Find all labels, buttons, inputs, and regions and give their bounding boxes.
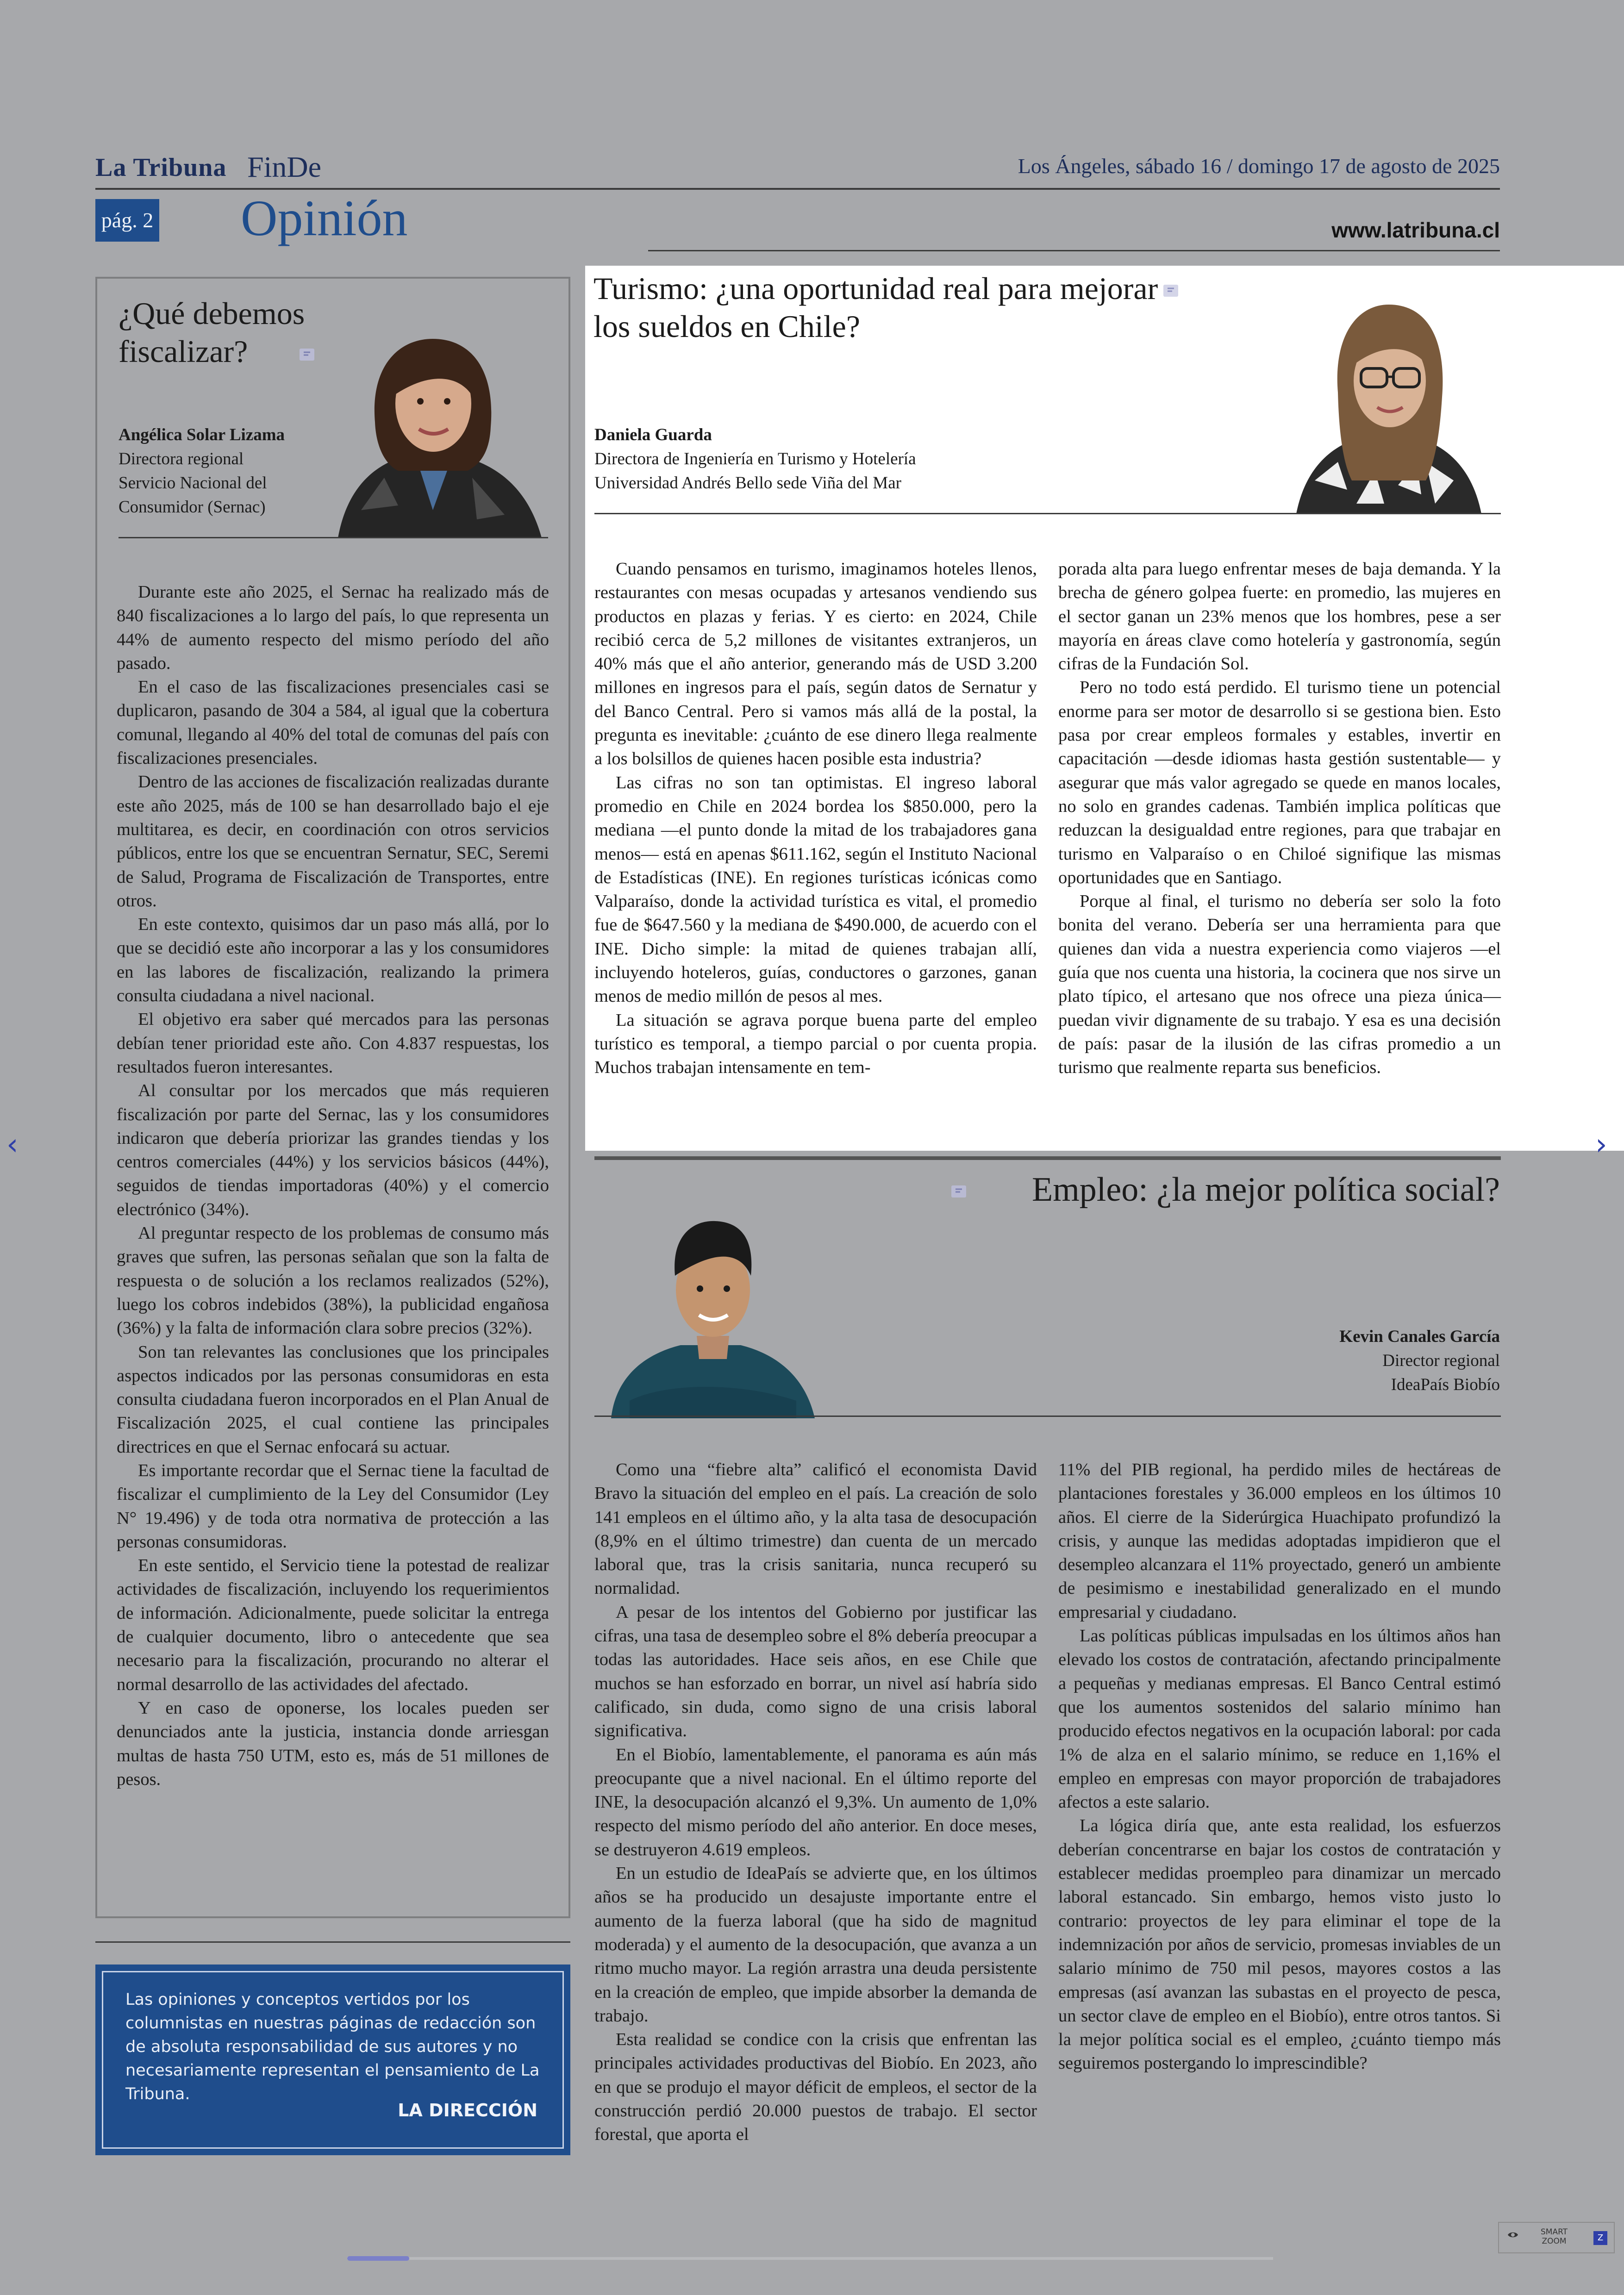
smart-zoom-label-line: SMART — [1541, 2227, 1568, 2237]
scrollbar-thumb[interactable] — [347, 2256, 409, 2261]
empleo-column-1 — [594, 1458, 1037, 2147]
disclaimer-signature: LA DIRECCIÓN — [398, 2100, 537, 2120]
section-tag: FinDe — [247, 150, 321, 183]
paragraph: El objetivo era saber qué mercados para las personas debían tener prioridad este año. Con 4.837 respuestas, los resultados fueron interesantes. — [117, 1010, 549, 1077]
paragraph: La situación se agrava porque buena parte del empleo turístico es temporal, a tiempo parcial o por cuenta propia. Muchos trabajan intensamente en tem- — [594, 1010, 1037, 1078]
author-photo — [1287, 286, 1486, 514]
disclaimer-inner — [102, 1971, 564, 2149]
empleo-article-rule — [594, 1416, 1501, 1417]
paragraph: En un estudio de IdeaPaís se advierte que, en los últimos años se ha producido un desajuste importante entre el aumento de la fuerza laboral (que ha sido de magnitud moderada) y el aumento de la desocupación, que avanza a un ritmo mucho mayor. La región arrastra una deuda persistente en la creación de empleo, que impide absorber la demanda de trabajo. — [594, 1864, 1037, 2026]
author-name: Angélica Solar Lizama — [119, 425, 285, 444]
left-article-rule — [119, 537, 548, 538]
left-article-byline — [119, 423, 341, 519]
paragraph: Las cifras no son tan optimistas. El ingreso laboral promedio en Chile en 2024 bordea los $850.000, pero la mediana —el punto donde la mitad de los trabajadores gana menos— está en apenas $611.162, según el Instituto Nacional de Estadísticas (INE). En regiones turísticas icónicas como Valparaíso, donde la actividad turística es vital, el promedio fue de $647.560 y la mediana de $490.000, de acuerdo con el INE. Dicho simple: la mitad de quienes trabajan allí, incluyendo hoteleros, guías, conductores o garzones, ganan menos de medio millón de pesos al mes. — [594, 773, 1037, 1006]
paragraph: Es importante recordar que el Sernac tiene la facultad de fiscalizar el cumplimiento de la Ley del Consumidor (Ley N° 19.496) y de toda otra normativa de protección a las personas consumidoras. — [117, 1460, 549, 1552]
scrollbar-track[interactable] — [347, 2257, 1273, 2260]
paragraph: Son tan relevantes las conclusiones que los principales aspectos indicados por las personas consumidoras en esta consulta ciudadana fueron incorporados en el Plan Anual de Fiscalización 2025, el cual contiene las principales directrices en que el Sernac enfocará su actuar. — [117, 1342, 549, 1457]
author-photo — [319, 311, 548, 538]
author-role: Consumidor (Sernac) — [119, 498, 266, 517]
date-line: Los Ángeles, sábado 16 / domingo 17 de agosto de 2025 — [1018, 154, 1500, 178]
smart-zoom-label-line: ZOOM — [1542, 2237, 1567, 2246]
chevron-left-icon[interactable]: ‹ — [6, 1128, 19, 1162]
smart-zoom-label — [1541, 2227, 1568, 2246]
empleo-top-rule — [594, 1156, 1501, 1160]
disclaimer-text: Las opiniones y conceptos vertidos por los columnistas en nuestras páginas de redacción son de absoluta responsabilidad de sus autores y no necesariamente representan el pensamiento de La Tribuna. — [125, 1990, 540, 2103]
empleo-article-title: Empleo: ¿la mejor política social? — [1032, 1171, 1500, 1209]
ad-marker-icon — [951, 1185, 967, 1198]
turismo-column-1 — [594, 557, 1037, 1080]
paragraph: Al preguntar respecto de los problemas de consumo más graves que sufren, las personas señalan que son la falta de respuesta o de solución a los reclamos realizados (52%), luego los cobros indebidos (38%), la publicidad engañosa (36%) y la falta de información clara sobre precios (32%). — [117, 1223, 549, 1338]
turismo-article-byline — [594, 423, 1150, 495]
paragraph: Cuando pensamos en turismo, imaginamos hoteles llenos, restaurantes con mesas ocupadas y artesanos vendiendo sus productos en plazas y ferias. Y es cierto: en 2024, Chile recibió cerca de 5,2 millones de visitantes extranjeros, un 40% más que el año anterior, generando más de USD 3.200 millones en ingresos para el país, según datos de Sernatur y del Banco Central. Pero si vamos más allá de la postal, la pregunta es inevitable: ¿cuánto de ese dinero llega realmente a los bolsillos de quienes hacen posible esta industria? — [594, 559, 1037, 769]
chevron-right-icon[interactable]: › — [1595, 1128, 1607, 1162]
paragraph: En el caso de las fiscalizaciones presenciales casi se duplicaron, pasando de 304 a 584, al igual que la cobertura comunal, llegando al 40% del total de comunas del país con fiscalizaciones presenciales. — [117, 677, 549, 768]
turismo-article-rule — [594, 513, 1501, 514]
author-name: Kevin Canales García — [1339, 1327, 1500, 1346]
page-number-badge: pág. 2 — [95, 199, 159, 242]
paragraph: Durante este año 2025, el Sernac ha realizado más de 840 fiscalizaciones a lo largo del país, lo que representa un 44% de aumento respecto del mismo período del año pasado. — [117, 582, 549, 673]
section-title: Opinión — [241, 190, 408, 246]
author-role: Servicio Nacional del — [119, 474, 267, 493]
author-photo — [602, 1183, 824, 1418]
turismo-column-2 — [1058, 557, 1501, 1080]
paragraph: Como una “fiebre alta” calificó el economista David Bravo la situación del empleo en el país. La creación de solo 141 empleos en el último año, y la alta tasa de desocupación (8,9% en el último trimestre) dan cuenta de un mercado laboral que, tras la crisis sanitaria, nunca recuperó su normalidad. — [594, 1460, 1037, 1598]
paragraph: En este contexto, quisimos dar un paso más allá, por lo que se decidió este año incorporar a las y los consumidores en las labores de fiscalización, realizando la primera consulta ciudadana a nivel nacional. — [117, 915, 549, 1006]
author-role: Universidad Andrés Bello sede Viña del Mar — [594, 474, 901, 493]
paragraph-continued: 11% del PIB regional, ha perdido miles de hectáreas de plantaciones forestales y 36.000 empleos en los últimos 10 años. El cierre de la Siderúrgica Huachipato profundizó la crisis, y aunque las medidas adoptadas impidieron que el desempleo alcanzara el 11% proyectado, generó un ambiente de pesimismo e inestabilidad generalizado en el mundo empresarial y ciudadano. — [1058, 1460, 1501, 1622]
eye-icon — [1507, 2229, 1518, 2240]
paragraph: Al consultar por los mercados que más requieren fiscalización por parte del Sernac, las y los consumidores indicaron que debería priorizar las grandes tiendas y los centros comerciales (44%) y los servicios básicos (44%), seguidos de tiendas importadoras (40%) y el comercio electrónico (34%). — [117, 1081, 549, 1219]
paragraph: A pesar de los intentos del Gobierno por justificar las cifras, una tasa de desempleo sobre el 8% debería preocupar a todas las autoridades. Hace seis años, en ese Chile que muchos se han esforzado en borrar, un nivel así habría sido calificado, sin duda, como signo de una crisis laboral significativa. — [594, 1602, 1037, 1741]
disclaimer-box — [95, 1964, 570, 2155]
author-role: Directora regional — [119, 449, 244, 468]
paragraph: En este sentido, el Servicio tiene la potestad de realizar actividades de fiscalización, incluyendo los requerimientos de información. Adicionalmente, puede solicitar la entrega de cualquier documento, libro o antecedente que sea necesario para la fiscalización, procurando no alterar el normal desarrollo de las actividades del afectado. — [117, 1556, 549, 1694]
left-article-body — [117, 580, 549, 1791]
author-role: Director regional — [1382, 1351, 1500, 1370]
paragraph: La lógica diría que, ante esta realidad, los esfuerzos deberían concentrarse en bajar los costos de contratación y establecer medidas proempleo para dinamizar un mercado laboral estancado. Sin embargo, hemos visto justo lo contrario: proyectos de ley para eliminar el tope de la indemnización por años de servicio, promesas inviables de un salario mínimo de 750 mil pesos, mayores costos a las empresas (así avanzan las subastas en el proyecto de pesca, un sector clave de empleo en el Biobío), entre otros tantos. Si la mejor política social es el empleo, ¿cuánto tiempo más seguiremos postergando lo imprescindible? — [1058, 1816, 1501, 2073]
author-name: Daniela Guarda — [594, 425, 712, 444]
paragraph: Las políticas públicas impulsadas en los últimos años han elevado los costos de contratación, afectando principalmente a pequeñas y medianas empresas. El Banco Central estimó que los aumentos sostenidos del salario mínimo han producido efectos negativos en la ocupación laboral: por cada 1% de alza en el salario mínimo, se reduce en 1,16% el empleo en empresas con mayor proporción de trabajadores afectos a este salario. — [1058, 1626, 1501, 1812]
brand-logo: La Tribuna — [95, 153, 227, 182]
smart-zoom-key: Z — [1593, 2231, 1607, 2245]
site-url: www.latribuna.cl — [1331, 218, 1500, 242]
paragraph: Esta realidad se condice con la crisis que enfrentan las principales actividades productivas del Biobío. En 2023, año en que se produjo el mayor déficit de empleos, el sector de la construcción perdió 20.000 puestos de trabajo. El sector forestal, que aporta el — [594, 2030, 1037, 2145]
ad-marker-icon — [299, 348, 315, 361]
smart-zoom-button[interactable] — [1498, 2222, 1615, 2253]
paragraph: En el Biobío, lamentablemente, el panorama es aún más preocupante que a nivel nacional. En el último reporte del INE, la desocupación alcanzó el 9,3%. Un aumento de 1,0% respecto del mismo período del año anterior. En doce meses, se destruyeron 4.619 empleos. — [594, 1745, 1037, 1859]
disclaimer-top-rule — [95, 1941, 570, 1943]
paragraph-continued: porada alta para luego enfrentar meses de baja demanda. Y la brecha de género golpea fuerte: en promedio, las mujeres en el sector ganan un 23% menos que los hombres, pese a ser mayoría en áreas clave como hotelería y gastronomía, según cifras de la Fundación Sol. — [1058, 559, 1501, 674]
ad-marker-icon — [1163, 284, 1179, 297]
paragraph: Y en caso de oponerse, los locales pueden ser denunciados ante la justicia, instancia donde arriesgan multas de hasta 750 UTM, esto es, más de 51 millones de pesos. — [117, 1698, 549, 1789]
turismo-article-title: Turismo: ¿una oportunidad real para mejorar los sueldos en Chile? — [593, 271, 1158, 344]
paragraph: Pero no todo está perdido. El turismo tiene un potencial enorme para ser motor de desarrollo si se gestiona bien. Esto pasa por crear empleos formales y estables, invertir en capacitación —desde idiomas hasta gestión sustentable— y asegurar que más valor agregado se quede en manos locales, no solo en grandes cadenas. También implica políticas que reduzcan la desigualdad entre regiones, para que trabajar en turismo en Valparaíso o en Chiloé signifique las mismas oportunidades que en Santiago. — [1058, 678, 1501, 887]
section-rule — [648, 250, 1500, 251]
author-role: Directora de Ingeniería en Turismo y Hotelería — [594, 449, 916, 468]
paragraph: Dentro de las acciones de fiscalización realizadas durante este año 2025, más de 100 se han desarrollado bajo el eje multitarea, es decir, en coordinación con otros servicios públicos, entre los que se encuentran Sernatur, SEC, Seremi de Salud, Programa de Fiscalización de Transportes, entre otros. — [117, 772, 549, 911]
author-role: IdeaPaís Biobío — [1391, 1375, 1500, 1394]
paragraph: Porque al final, el turismo no debería ser solo la foto bonita del verano. Debería ser una herramienta para que quienes dan vida a nuestra experiencia como viajeros —el guía que nos cuenta una historia, la cocinera que nos sirve un plato típico, el artesano que nos ofrece una pieza única— puedan vivir dignamente de su trabajo. Y esa es una decisión de país: pasar de la ilusión de las cifras promedio a un turismo que realmente reparta sus beneficios. — [1058, 892, 1501, 1078]
empleo-column-2 — [1058, 1458, 1501, 2076]
empleo-article-byline — [1176, 1325, 1500, 1397]
left-article-title: ¿Qué debemos fiscalizar? — [119, 296, 305, 369]
